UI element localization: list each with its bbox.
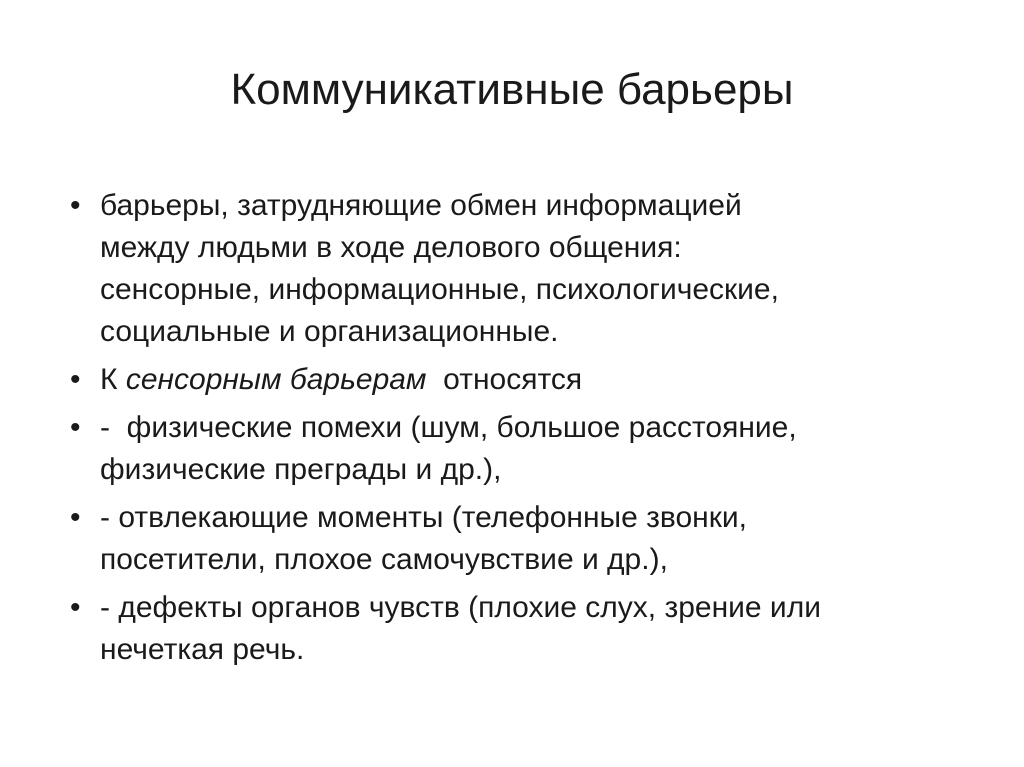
bullet-text-line: барьеры, затрудняющие обмен информацией bbox=[100, 189, 742, 222]
bullet-icon: • bbox=[70, 501, 81, 534]
bullet-text-line: между людьми в ходе делового общения: bbox=[100, 231, 682, 264]
bullet-icon: • bbox=[70, 411, 81, 444]
bullet-text-line bbox=[100, 359, 970, 401]
bullet-icon: • bbox=[70, 363, 81, 396]
bullet-text-line: физические преграды и др.), bbox=[100, 453, 502, 486]
bullet-prefix: К bbox=[100, 363, 126, 396]
bullet-icon: • bbox=[70, 591, 81, 624]
bullet-text-line: - отвлекающие моменты (телефонные звонки, bbox=[100, 501, 747, 534]
bullet-suffix: относятся bbox=[426, 363, 583, 396]
bullet-item-distractions bbox=[70, 497, 970, 581]
bullet-text-line: - дефекты органов чувств (плохие слух, зрение или bbox=[100, 591, 821, 624]
bullet-text-line: сенсорные, информационные, психологические, bbox=[100, 273, 779, 306]
bullet-item-sensory-defects bbox=[70, 587, 970, 671]
bullet-text-line: социальные и организационные. bbox=[100, 315, 559, 348]
slide-title: Коммуникативные барьеры bbox=[230, 65, 794, 114]
bullet-item-definition bbox=[70, 185, 970, 353]
bullet-text-line: - физические помехи (шум, большое расстояние, bbox=[100, 411, 797, 444]
bullet-list bbox=[70, 185, 970, 677]
bullet-item-sensory-barriers bbox=[70, 359, 970, 401]
bullet-text-line: нечеткая речь. bbox=[100, 633, 305, 666]
bullet-item-physical-noise bbox=[70, 407, 970, 491]
bullet-emphasis: сенсорным барьерам bbox=[125, 363, 427, 396]
bullet-icon: • bbox=[70, 189, 81, 222]
bullet-text-line: посетители, плохое самочувствие и др.), bbox=[100, 543, 668, 576]
